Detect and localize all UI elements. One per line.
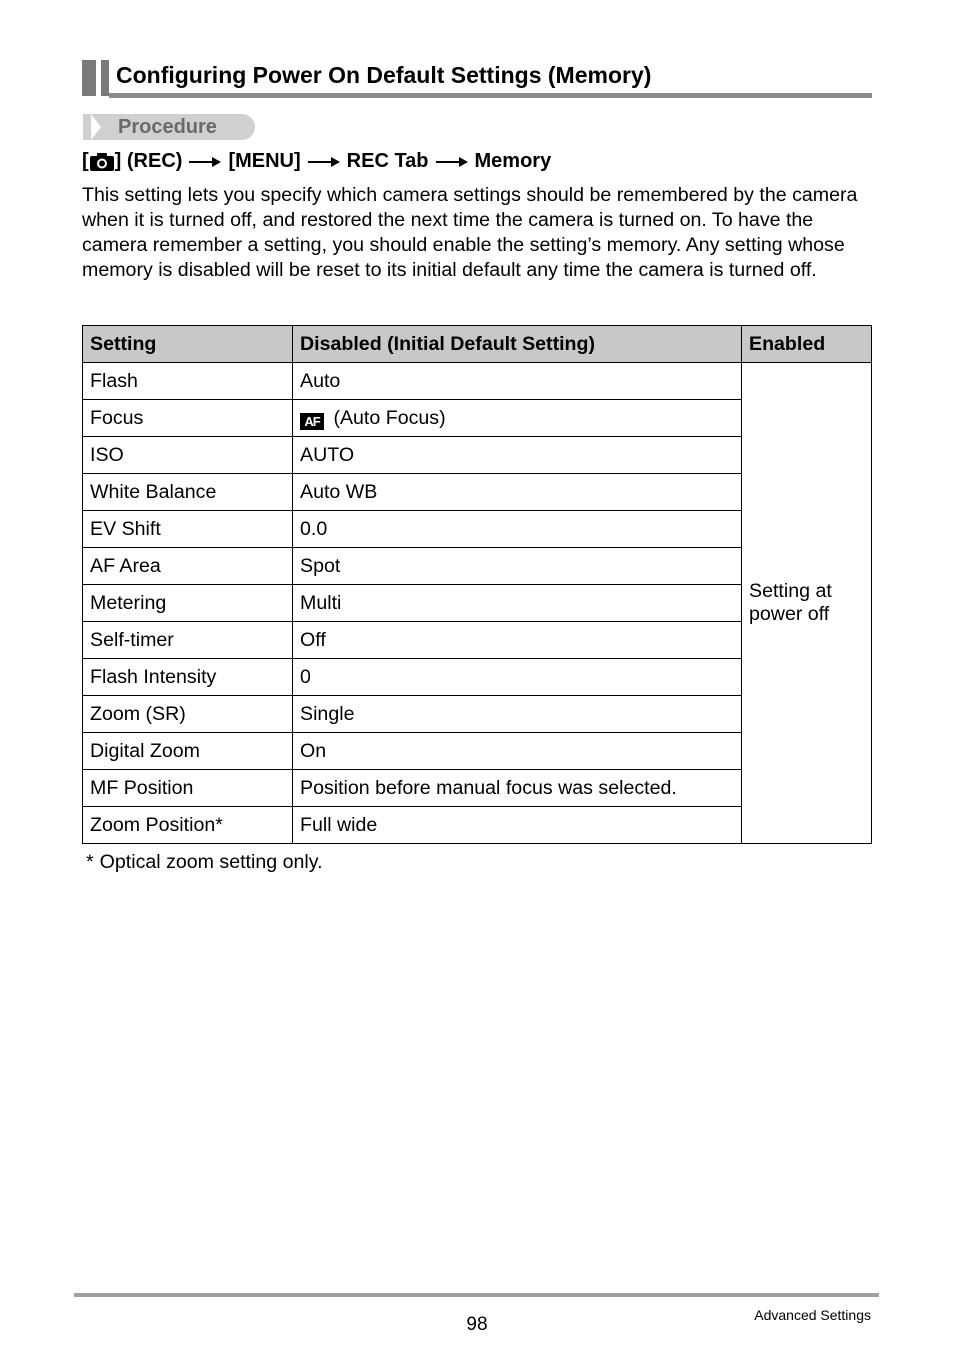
disabled-cell: Auto — [293, 363, 742, 400]
path-menu: [MENU] — [228, 150, 301, 172]
path-rec-tab: REC Tab — [346, 150, 429, 172]
disabled-cell: 0.0 — [293, 511, 742, 548]
heading-underline — [109, 93, 872, 98]
setting-cell: MF Position — [83, 770, 293, 807]
setting-cell: ISO — [83, 437, 293, 474]
section-heading — [82, 60, 872, 98]
disabled-cell: On — [293, 733, 742, 770]
footer-section-name: Advanced Settings — [754, 1307, 871, 1323]
table-header-row — [83, 326, 872, 363]
disabled-cell: Spot — [293, 548, 742, 585]
footnote-mark: * — [86, 851, 94, 873]
path-open-bracket: [ — [82, 150, 89, 172]
arrow-right-icon — [307, 156, 341, 168]
chevron-right-icon — [91, 114, 101, 140]
page-number: 98 — [466, 1314, 488, 1335]
intro-paragraph: This setting lets you specify which camera settings should be remembered by the camera when it is turned off, and restored the next time the camera is turned on. To have the camera remember a setting, you should enable the setting’s memory. Any setting whose memory is disabled will be reset to its initial default any time the camera is turned off. — [82, 184, 858, 281]
path-memory: Memory — [474, 150, 552, 172]
disabled-cell: Auto WB — [293, 474, 742, 511]
header-setting: Setting — [83, 326, 293, 363]
setting-cell: Flash Intensity — [83, 659, 293, 696]
page-title: Configuring Power On Default Settings (Memory) — [116, 62, 652, 88]
disabled-cell: Off — [293, 622, 742, 659]
autofocus-icon: AF — [300, 413, 324, 430]
disabled-cell: AUTO — [293, 437, 742, 474]
setting-cell: Digital Zoom — [83, 733, 293, 770]
enabled-cell: Setting at power off — [742, 363, 872, 844]
disabled-text: (Auto Focus) — [328, 406, 446, 429]
table-row — [83, 363, 872, 400]
procedure-badge — [83, 114, 255, 140]
header-enabled: Enabled — [742, 326, 872, 363]
disabled-cell: Full wide — [293, 807, 742, 844]
disabled-cell: Multi — [293, 585, 742, 622]
camera-icon — [89, 152, 115, 172]
heading-bar-block — [101, 60, 109, 96]
heading-bar-block — [82, 60, 96, 96]
disabled-cell — [293, 400, 742, 437]
setting-cell: EV Shift — [83, 511, 293, 548]
setting-cell: Metering — [83, 585, 293, 622]
setting-cell: AF Area — [83, 548, 293, 585]
procedure-label: Procedure — [118, 116, 217, 138]
footnote-text: Optical zoom setting only. — [99, 851, 323, 873]
setting-cell: Self-timer — [83, 622, 293, 659]
footnote — [86, 851, 323, 874]
setting-cell: Focus — [83, 400, 293, 437]
menu-path — [82, 150, 551, 173]
setting-cell: Zoom (SR) — [83, 696, 293, 733]
settings-table — [82, 325, 872, 844]
arrow-right-icon — [435, 156, 469, 168]
disabled-cell: 0 — [293, 659, 742, 696]
setting-cell: Zoom Position* — [83, 807, 293, 844]
arrow-right-icon — [188, 156, 222, 168]
header-disabled: Disabled (Initial Default Setting) — [293, 326, 742, 363]
setting-cell: White Balance — [83, 474, 293, 511]
disabled-cell: Position before manual focus was selected. — [293, 770, 742, 807]
path-rec: ] (REC) — [114, 150, 183, 172]
footer-divider — [74, 1293, 879, 1297]
disabled-cell: Single — [293, 696, 742, 733]
setting-cell: Flash — [83, 363, 293, 400]
